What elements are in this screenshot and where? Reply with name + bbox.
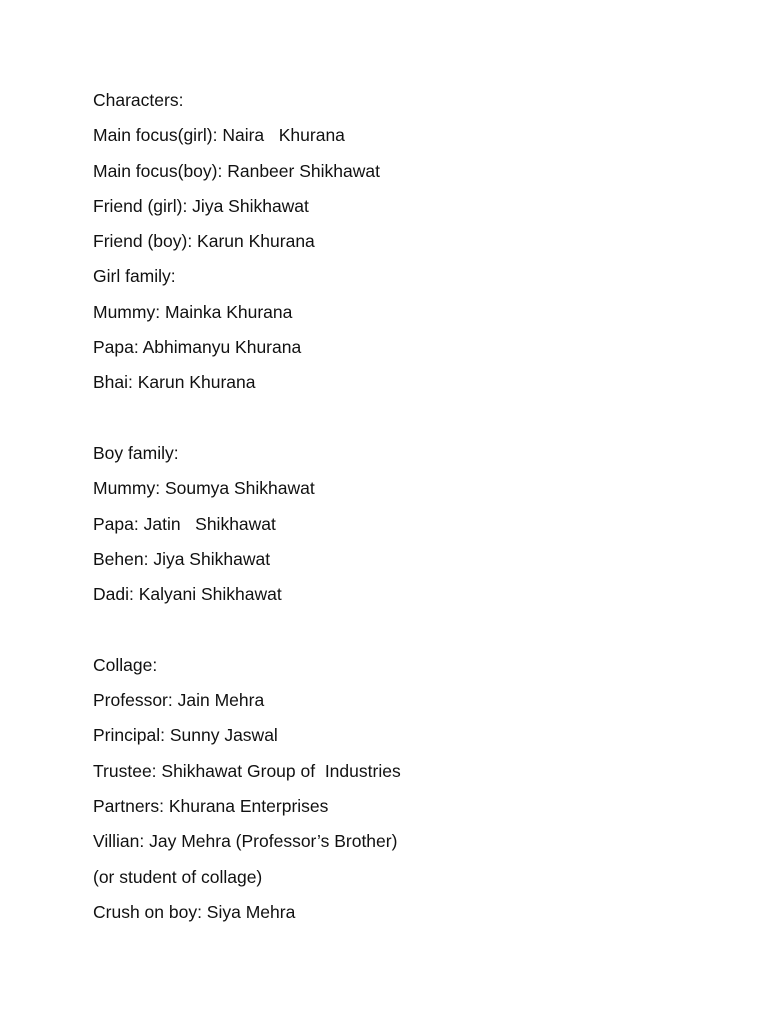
document-body: [93, 88, 713, 935]
blank-line: [93, 406, 713, 441]
heading-collage: Collage:: [93, 654, 158, 675]
line-professor: Professor: Jain Mehra: [93, 690, 265, 711]
line-girl-papa: Papa: Abhimanyu Khurana: [93, 337, 302, 358]
line-boy-mummy: Mummy: Soumya Shikhawat: [93, 478, 315, 499]
line-villian-note: (or student of collage): [93, 866, 263, 887]
line-main-focus-boy: Main focus(boy): Ranbeer Shikhawat: [93, 160, 380, 181]
line-boy-behen: Behen: Jiya Shikhawat: [93, 548, 271, 569]
heading-boy-family: Boy family:: [93, 442, 179, 463]
line-trustee: Trustee: Shikhawat Group of Industries: [93, 760, 401, 781]
line-partners: Partners: Khurana Enterprises: [93, 795, 329, 816]
line-boy-dadi: Dadi: Kalyani Shikhawat: [93, 584, 282, 605]
line-principal: Principal: Sunny Jaswal: [93, 725, 278, 746]
line-main-focus-girl: Main focus(girl): Naira Khurana: [93, 125, 345, 146]
line-villian: Villian: Jay Mehra (Professor’s Brother): [93, 831, 398, 852]
line-friend-girl: Friend (girl): Jiya Shikhawat: [93, 195, 309, 216]
line-crush-on-boy: Crush on boy: Siya Mehra: [93, 901, 296, 922]
line-boy-papa: Papa: Jatin Shikhawat: [93, 513, 276, 534]
line-girl-mummy: Mummy: Mainka Khurana: [93, 301, 293, 322]
blank-line: [93, 617, 713, 652]
heading-girl-family: Girl family:: [93, 266, 176, 287]
heading-characters: Characters:: [93, 90, 184, 110]
line-girl-bhai: Bhai: Karun Khurana: [93, 372, 256, 393]
line-friend-boy: Friend (boy): Karun Khurana: [93, 231, 315, 252]
